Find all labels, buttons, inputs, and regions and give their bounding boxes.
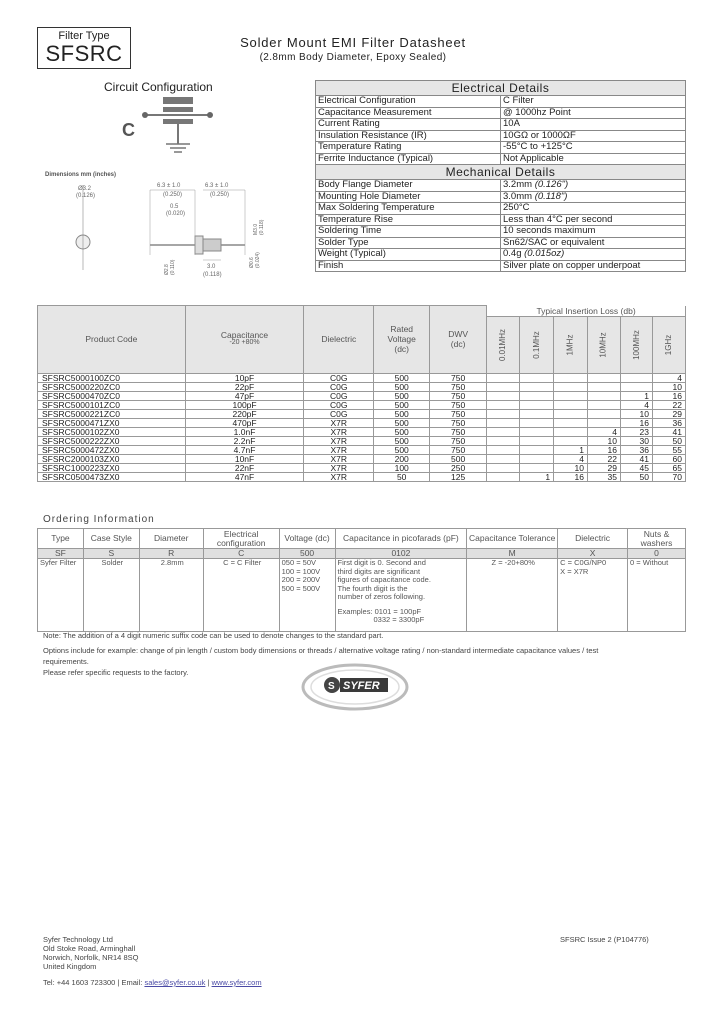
product-cell: 750 xyxy=(430,427,487,436)
ordering-table xyxy=(37,528,686,632)
product-code-cell: SFSRC2000103ZX0 xyxy=(38,454,186,463)
product-cell: 10 xyxy=(554,463,588,472)
product-cell: 10 xyxy=(620,409,652,418)
detail-label: Weight (Typical) xyxy=(316,249,501,261)
ord-code: S xyxy=(83,549,139,559)
product-cell: 1.0nF xyxy=(185,427,304,436)
product-cell: 500 xyxy=(374,373,430,382)
table-row xyxy=(38,409,686,418)
product-cell xyxy=(487,400,520,409)
detail-label: Temperature Rise xyxy=(316,214,501,226)
detail-label: Finish xyxy=(316,260,501,272)
table-row xyxy=(316,119,686,131)
detail-value: @ 1000hz Point xyxy=(501,107,686,119)
product-cell xyxy=(520,409,554,418)
logo-text: SYFER xyxy=(343,680,380,692)
product-cell: 50 xyxy=(652,436,685,445)
table-row xyxy=(38,445,686,454)
dim-label: (0.250) xyxy=(210,192,230,198)
product-cell xyxy=(487,463,520,472)
dim-label: (0.110) xyxy=(170,259,176,275)
product-cell xyxy=(487,445,520,454)
ord-diameter: 2.8mm xyxy=(139,559,203,632)
ord-code: 500 xyxy=(279,549,335,559)
dim-label: M3.0 xyxy=(253,223,259,235)
detail-value: Less than 4°C per second xyxy=(501,214,686,226)
product-cell: 500 xyxy=(374,445,430,454)
product-cell: 500 xyxy=(430,454,487,463)
detail-value: -55°C to +125°C xyxy=(501,142,686,154)
table-row xyxy=(38,373,686,382)
circuit-title: Circuit Configuration xyxy=(104,80,213,94)
ord-code: M xyxy=(467,549,558,559)
ord-header: Capacitance Tolerance xyxy=(467,529,558,549)
product-cell: 500 xyxy=(374,418,430,427)
table-row xyxy=(316,237,686,249)
filter-name: SFSRC xyxy=(45,41,123,66)
product-cell: 250 xyxy=(430,463,487,472)
ord-code: SF xyxy=(38,549,84,559)
product-cell: 750 xyxy=(430,382,487,391)
product-cell: 16 xyxy=(554,472,588,481)
product-cell xyxy=(520,427,554,436)
product-cell: 65 xyxy=(652,463,685,472)
detail-label: Electrical Configuration xyxy=(316,96,501,108)
product-cell: 750 xyxy=(430,409,487,418)
table-row xyxy=(316,226,686,238)
product-cell xyxy=(588,400,621,409)
product-cell: 30 xyxy=(620,436,652,445)
product-cell: 50 xyxy=(374,472,430,481)
details-table xyxy=(315,80,686,272)
product-cell: 10 xyxy=(652,382,685,391)
product-cell: 22 xyxy=(652,400,685,409)
ord-config: C = C Filter xyxy=(203,559,279,632)
product-cell: C0G xyxy=(304,409,374,418)
product-cell xyxy=(487,409,520,418)
detail-value: Sn62/SAC or equivalent xyxy=(501,237,686,249)
col-dwv: DWV (dc) xyxy=(430,306,487,374)
ord-nuts: 0 = Without xyxy=(628,559,686,632)
product-cell xyxy=(520,445,554,454)
product-cell: 29 xyxy=(652,409,685,418)
address-line: Norwich, Norfolk, NR14 8SQ xyxy=(43,953,139,962)
ord-dielectric: C = C0G/NP0 X = X7R xyxy=(558,559,628,632)
product-code-cell: SFSRC5000470ZC0 xyxy=(38,391,186,400)
dim-label: 6.3 ± 1.0 xyxy=(157,183,181,189)
product-cell xyxy=(554,436,588,445)
product-cell: 100pF xyxy=(185,400,304,409)
product-cell: 500 xyxy=(374,409,430,418)
mechanical-title: Mechanical Details xyxy=(316,165,686,180)
product-code-cell: SFSRC5000102ZX0 xyxy=(38,427,186,436)
product-cell: 22pF xyxy=(185,382,304,391)
address-line: United Kingdom xyxy=(43,962,97,971)
table-row xyxy=(316,107,686,119)
filter-type-label: Filter Type xyxy=(58,30,110,42)
product-cell: 750 xyxy=(430,400,487,409)
circuit-letter: C xyxy=(122,120,135,140)
product-code-cell: SFSRC5000471ZX0 xyxy=(38,418,186,427)
dim-label: Ø2.8 xyxy=(164,264,170,275)
product-cell: C0G xyxy=(304,373,374,382)
ord-voltage: 050 = 50V 100 = 100V 200 = 200V 500 = 500V xyxy=(279,559,335,632)
product-cell: 500 xyxy=(374,427,430,436)
product-cell: 750 xyxy=(430,436,487,445)
dim-label: (0.024) xyxy=(255,252,261,268)
product-cell xyxy=(487,427,520,436)
detail-label: Insulation Resistance (IR) xyxy=(316,130,501,142)
product-cell xyxy=(487,391,520,400)
table-row xyxy=(38,382,686,391)
product-cell xyxy=(520,400,554,409)
note-line: requirements. xyxy=(43,657,89,666)
dim-label: (0.118) xyxy=(203,272,222,278)
ord-code: C xyxy=(203,549,279,559)
col-product-code: Product Code xyxy=(38,306,186,374)
table-row xyxy=(316,260,686,272)
product-cell: 500 xyxy=(374,436,430,445)
col-freq: 1MHz xyxy=(554,316,588,373)
table-header-row xyxy=(38,529,686,549)
detail-label: Current Rating xyxy=(316,119,501,131)
capacitor-symbol-icon xyxy=(140,92,220,162)
product-cell xyxy=(554,409,588,418)
product-cell: 22 xyxy=(588,454,621,463)
table-row xyxy=(38,400,686,409)
syfer-logo xyxy=(300,662,410,712)
product-cell: 500 xyxy=(374,382,430,391)
product-code-cell: SFSRC5000100ZC0 xyxy=(38,373,186,382)
product-cell: 200 xyxy=(374,454,430,463)
product-cell: X7R xyxy=(304,472,374,481)
product-cell: 36 xyxy=(652,418,685,427)
product-cell: 1 xyxy=(620,391,652,400)
col-freq: 100MHz xyxy=(620,316,652,373)
contact-line: Tel: +44 1603 723300 | Email: sales@syfer.co.uk | www.syfer.com xyxy=(43,978,262,987)
product-code-cell: SFSRC5000472ZX0 xyxy=(38,445,186,454)
product-cell: 4 xyxy=(620,400,652,409)
detail-label: Temperature Rating xyxy=(316,142,501,154)
table-row xyxy=(316,214,686,226)
detail-value: Not Applicable xyxy=(501,153,686,165)
page-title: Solder Mount EMI Filter Datasheet xyxy=(240,35,466,50)
product-cell: 60 xyxy=(652,454,685,463)
product-cell: 23 xyxy=(620,427,652,436)
page-subtitle: (2.8mm Body Diameter, Epoxy Sealed) xyxy=(259,52,447,63)
dim-label: Ø3.2 xyxy=(78,186,92,192)
product-cell xyxy=(588,373,621,382)
product-cell: 4 xyxy=(588,427,621,436)
svg-text:S: S xyxy=(328,681,335,692)
product-cell: C0G xyxy=(304,391,374,400)
product-cell: 70 xyxy=(652,472,685,481)
product-cell: X7R xyxy=(304,427,374,436)
product-cell: 16 xyxy=(620,418,652,427)
product-cell xyxy=(487,382,520,391)
product-cell: 50 xyxy=(620,472,652,481)
product-cell xyxy=(554,382,588,391)
product-cell: 1 xyxy=(520,472,554,481)
ord-code: 0102 xyxy=(335,549,467,559)
product-cell xyxy=(487,373,520,382)
detail-value: 0.4g (0.015oz) xyxy=(501,249,686,261)
product-cell: 10 xyxy=(588,436,621,445)
product-cell: 500 xyxy=(374,400,430,409)
product-cell: 35 xyxy=(588,472,621,481)
product-cell: 47pF xyxy=(185,391,304,400)
note-line: Please refer specific requests to the factory. xyxy=(43,668,189,677)
product-code-cell: SFSRC5000222ZX0 xyxy=(38,436,186,445)
ord-code: X xyxy=(558,549,628,559)
dim-label: (0.118) xyxy=(259,219,265,235)
product-cell: 125 xyxy=(430,472,487,481)
detail-label: Body Flange Diameter xyxy=(316,180,501,192)
filter-type-box xyxy=(37,27,131,69)
table-row xyxy=(316,203,686,215)
insertion-loss-title: Typical Insertion Loss (db) xyxy=(487,306,686,317)
col-freq: 10MHz xyxy=(588,316,621,373)
product-cell xyxy=(554,391,588,400)
product-cell xyxy=(487,436,520,445)
product-cell xyxy=(588,391,621,400)
ord-header: Dielectric xyxy=(558,529,628,549)
product-cell: 36 xyxy=(620,445,652,454)
issue-number: SFSRC Issue 2 (P104776) xyxy=(560,935,649,944)
product-cell: 41 xyxy=(652,427,685,436)
ord-tolerance: Z = -20+80% xyxy=(467,559,558,632)
col-capacitance: Capacitance -20 +80% xyxy=(185,306,304,374)
product-cell: 100 xyxy=(374,463,430,472)
ord-header: Nuts & washers xyxy=(628,529,686,549)
dimension-drawing xyxy=(45,180,275,280)
table-row xyxy=(316,153,686,165)
detail-value: C Filter xyxy=(501,96,686,108)
product-cell xyxy=(520,418,554,427)
col-dielectric: Dielectric xyxy=(304,306,374,374)
product-cell: X7R xyxy=(304,436,374,445)
ord-type: Syfer Filter xyxy=(38,559,84,632)
product-code-cell: SFSRC1000223ZX0 xyxy=(38,463,186,472)
product-cell xyxy=(554,427,588,436)
product-cell xyxy=(588,409,621,418)
product-cell: 750 xyxy=(430,391,487,400)
ord-header: Diameter xyxy=(139,529,203,549)
detail-value: 10A xyxy=(501,119,686,131)
table-row xyxy=(316,142,686,154)
ord-header: Type xyxy=(38,529,84,549)
table-row xyxy=(38,427,686,436)
ord-body-row xyxy=(38,559,686,632)
ord-case: Solder xyxy=(83,559,139,632)
company-address xyxy=(43,935,138,971)
product-cell xyxy=(487,472,520,481)
product-cell xyxy=(487,418,520,427)
product-cell: X7R xyxy=(304,454,374,463)
table-row xyxy=(38,454,686,463)
product-cell: 10pF xyxy=(185,373,304,382)
product-cell: C0G xyxy=(304,382,374,391)
detail-value: 250°C xyxy=(501,203,686,215)
dim-label: (0.250) xyxy=(163,192,183,198)
address-line: Old Stoke Road, Arminghall xyxy=(43,944,136,953)
detail-value: Silver plate on copper underpoat xyxy=(501,260,686,272)
dim-label: 0.5 xyxy=(170,204,179,210)
product-cell: 4 xyxy=(554,454,588,463)
ord-header: Voltage (dc) xyxy=(279,529,335,549)
product-cell xyxy=(588,418,621,427)
product-cell xyxy=(520,391,554,400)
product-table xyxy=(37,305,686,482)
ord-code: R xyxy=(139,549,203,559)
product-cell xyxy=(520,463,554,472)
product-cell: 2.2nF xyxy=(185,436,304,445)
ord-code-row xyxy=(38,549,686,559)
product-cell: 750 xyxy=(430,418,487,427)
telephone: Tel: +44 1603 723300 xyxy=(43,978,116,987)
detail-label: Max Soldering Temperature xyxy=(316,203,501,215)
ordering-title: Ordering Information xyxy=(43,514,155,525)
table-row xyxy=(38,418,686,427)
product-cell: 4.7nF xyxy=(185,445,304,454)
product-cell: 750 xyxy=(430,373,487,382)
table-row xyxy=(38,436,686,445)
product-cell xyxy=(554,373,588,382)
product-cell xyxy=(520,454,554,463)
product-cell xyxy=(588,382,621,391)
table-row xyxy=(316,191,686,203)
detail-value: 3.0mm (0.118") xyxy=(501,191,686,203)
table-row xyxy=(38,391,686,400)
dim-label: 6.3 ± 1.0 xyxy=(205,183,229,189)
table-row xyxy=(38,463,686,472)
detail-value: 3.2mm (0.126") xyxy=(501,180,686,192)
ord-capacitance: First digit is 0. Second and third digits are significant figures of capacitance code. The fourth digit is the number of zeros following. Examples: 0101 = 100pF 0332 = 3300pF xyxy=(335,559,467,632)
product-cell: 4 xyxy=(652,373,685,382)
note-line: Options include for example: change of pin length / custom body dimensions or threads / alternative voltage rating / non-standard intermediate capacitance values / test xyxy=(43,646,599,655)
detail-value: 10GΩ or 1000ΩF xyxy=(501,130,686,142)
product-cell: 220pF xyxy=(185,409,304,418)
table-row xyxy=(316,96,686,108)
product-cell: 22nF xyxy=(185,463,304,472)
detail-label: Capacitance Measurement xyxy=(316,107,501,119)
ord-header: Electrical configuration xyxy=(203,529,279,549)
product-code-cell: SFSRC5000101ZC0 xyxy=(38,400,186,409)
col-freq: 0.1MHz xyxy=(520,316,554,373)
col-freq: 0.01MHz xyxy=(487,316,520,373)
dim-label: 3.0 xyxy=(207,264,216,270)
product-cell: 41 xyxy=(620,454,652,463)
table-row xyxy=(316,130,686,142)
product-cell: 29 xyxy=(588,463,621,472)
table-row xyxy=(38,472,686,481)
dim-label: (0.020) xyxy=(166,211,186,217)
product-cell: 47nF xyxy=(185,472,304,481)
detail-label: Ferrite Inductance (Typical) xyxy=(316,153,501,165)
dim-label: (0.126) xyxy=(76,193,96,199)
product-cell: 55 xyxy=(652,445,685,454)
product-cell xyxy=(520,373,554,382)
product-cell: 470pF xyxy=(185,418,304,427)
product-cell xyxy=(620,373,652,382)
table-header-row xyxy=(38,306,686,317)
detail-label: Solder Type xyxy=(316,237,501,249)
detail-label: Soldering Time xyxy=(316,226,501,238)
dimensions-title: Dimensions mm (inches) xyxy=(45,172,117,178)
product-cell xyxy=(554,418,588,427)
product-cell: 45 xyxy=(620,463,652,472)
product-cell: C0G xyxy=(304,400,374,409)
ord-header: Capacitance in picofarads (pF) xyxy=(335,529,467,549)
address-line: Syfer Technology Ltd xyxy=(43,935,113,944)
ord-code: 0 xyxy=(628,549,686,559)
col-freq: 1GHz xyxy=(652,316,685,373)
detail-label: Mounting Hole Diameter xyxy=(316,191,501,203)
dim-label: Ø0.6 xyxy=(249,257,255,268)
ord-header: Case Style xyxy=(83,529,139,549)
product-cell xyxy=(554,400,588,409)
product-cell xyxy=(520,382,554,391)
table-row xyxy=(316,249,686,261)
product-cell xyxy=(520,436,554,445)
product-cell: 10nF xyxy=(185,454,304,463)
product-code-cell: SFSRC5000220ZC0 xyxy=(38,382,186,391)
detail-value: 10 seconds maximum xyxy=(501,226,686,238)
product-cell: 750 xyxy=(430,445,487,454)
col-rated-voltage: Rated Voltage (dc) xyxy=(374,306,430,374)
product-cell: 1 xyxy=(554,445,588,454)
product-cell: X7R xyxy=(304,418,374,427)
web-link[interactable]: www.syfer.com xyxy=(211,978,262,987)
note-line: Note: The addition of a 4 digit numeric suffix code can be used to denote changes to the standard part. xyxy=(43,631,384,640)
table-row xyxy=(316,180,686,192)
product-cell: X7R xyxy=(304,463,374,472)
product-cell xyxy=(620,382,652,391)
product-cell: 500 xyxy=(374,391,430,400)
product-cell: X7R xyxy=(304,445,374,454)
product-code-cell: SFSRC5000221ZC0 xyxy=(38,409,186,418)
product-cell: 16 xyxy=(588,445,621,454)
product-cell: 16 xyxy=(652,391,685,400)
electrical-title: Electrical Details xyxy=(316,81,686,96)
email-link[interactable]: sales@syfer.co.uk xyxy=(144,978,206,987)
product-cell xyxy=(487,454,520,463)
product-code-cell: SFSRC0500473ZX0 xyxy=(38,472,186,481)
